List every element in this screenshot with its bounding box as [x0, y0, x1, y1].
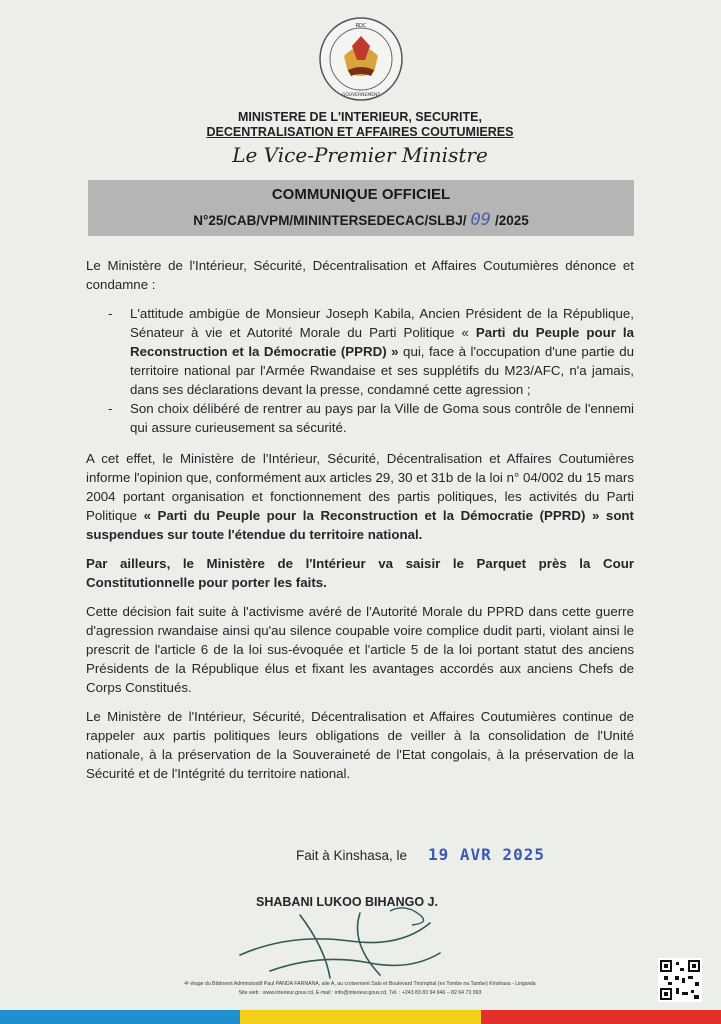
- flag-stripe-yellow: [240, 1010, 480, 1024]
- signer-name: SHABANI LUKOO BIHANGO J.: [256, 895, 438, 909]
- reference-suffix: /2025: [494, 213, 529, 228]
- suspension-paragraph: [86, 449, 634, 544]
- bullet1-party-name: Parti du Peuple pour la Reconstruction et la Démocratie (PPRD) »: [130, 325, 634, 359]
- communique-body: [86, 256, 634, 793]
- list-item: - Son choix délibéré de rentrer au pays par la Ville de Goma sous contrôle de l'ennemi qui assure curieusement sa sécurité.: [130, 399, 634, 437]
- qr-code-icon: [658, 958, 702, 1002]
- communique-reference: [88, 210, 634, 230]
- svg-text:GOUVERNEMENT: GOUVERNEMENT: [341, 93, 381, 98]
- suspension-bold-text: « Parti du Peuple pour la Reconstruction et la Démocratie (PPRD) » sont suspendues sur toute l'étendue du territoire national.: [86, 508, 634, 542]
- date-stamp: 19 AVR 2025: [428, 845, 545, 864]
- condemnation-list: [86, 304, 634, 437]
- ministry-line-2: DECENTRALISATION ET AFFAIRES COUTUMIERES: [206, 125, 514, 139]
- signature-place: Fait à Kinshasa, le: [296, 848, 408, 863]
- flag-stripe-red: [481, 1010, 721, 1024]
- communique-banner: [88, 180, 634, 236]
- vice-prime-minister-title: Le Vice-Premier Ministre: [232, 143, 488, 167]
- svg-text:RDC: RDC: [355, 23, 367, 29]
- government-seal-icon: [318, 16, 404, 102]
- handwritten-signature-icon: [230, 893, 460, 983]
- flag-stripe-blue: [0, 1010, 240, 1024]
- footer-address-line: 4ᵉ étage du Bâtiment Administratif Paul PANDA FARNANA, aile A, au croisement Salo et Boulevard Triomphal (ex Tombe na Tambe) Kinshasa - Lingwala: [184, 981, 536, 987]
- bullet1-text-b: qui, face à l'occupation d'une partie du territoire national par l'Armée Rwandaise et ses supplétifs du M23/AFC, n'a jamais, dans ses déclarations devant la presse, condamné cette agression ;: [130, 344, 634, 397]
- reference-number: 09: [470, 210, 491, 230]
- intro-paragraph: Le Ministère de l'Intérieur, Sécurité, Décentralisation et Affaires Coutumières dénonce et condamne :: [86, 258, 634, 292]
- communique-title: COMMUNIQUE OFFICIEL: [271, 186, 451, 203]
- decision-paragraph: Cette décision fait suite à l'activisme avéré de l'Autorité Morale du PPRD dans cette guerre d'agression rwandaise ainsi qu'au silence coupable voire complice dudit parti, violant ainsi le prescrit de l'article 6 de la loi sus-évoquée et l'article 5 de la loi portant statut des anciens Présidents de la République élus et fixant les avantages accordés aux anciens Chefs de Corps Constitués.: [86, 604, 634, 695]
- bullet1-text-a: L'attitude ambigüe de Monsieur Joseph Kabila, Ancien Président de la République, Sénateur à vie et Autorité Morale du Parti Politique «: [130, 306, 634, 340]
- reminder-paragraph: Le Ministère de l'Intérieur, Sécurité, Décentralisation et Affaires Coutumières continue de rappeler aux partis politiques leurs obligations de veiller à la consolidation de l'Unité nationale, à la préservation de la Souveraineté de l'Etat congolais, à la préservation de la Sécurité et de l'Intégrité du territoire national.: [86, 709, 634, 781]
- list-item: [130, 304, 634, 399]
- ministry-line-1: MINISTERE DE L'INTERIEUR, SECURITE,: [238, 110, 482, 124]
- parquet-paragraph: Par ailleurs, le Ministère de l'Intérieur va saisir le Parquet près la Cour Constitutionnelle pour porter les faits.: [86, 556, 634, 590]
- flag-stripe-bar: [0, 1010, 721, 1024]
- ministry-heading: [150, 110, 570, 140]
- reference-prefix: N°25/CAB/VPM/MININTERSEDECAC/SLBJ/: [193, 213, 467, 228]
- footer-contact-line: Site web : www.interieur.gouv.cd, E-mail : info@interieur.gouv.cd, Tél. : +243 83 83 94 946 – 82 64 73 993: [238, 990, 482, 996]
- suspension-text: A cet effet, le Ministère de l'Intérieur, Sécurité, Décentralisation et Affaires Coutumières informe l'opinion que, conformément aux articles 29, 30 et 31b de la loi n° 04/002 du 15 mars 2004 portant organisation et fonctionnement des partis politiques, les activités du Parti Politique: [86, 451, 634, 523]
- footer-address: [80, 980, 640, 998]
